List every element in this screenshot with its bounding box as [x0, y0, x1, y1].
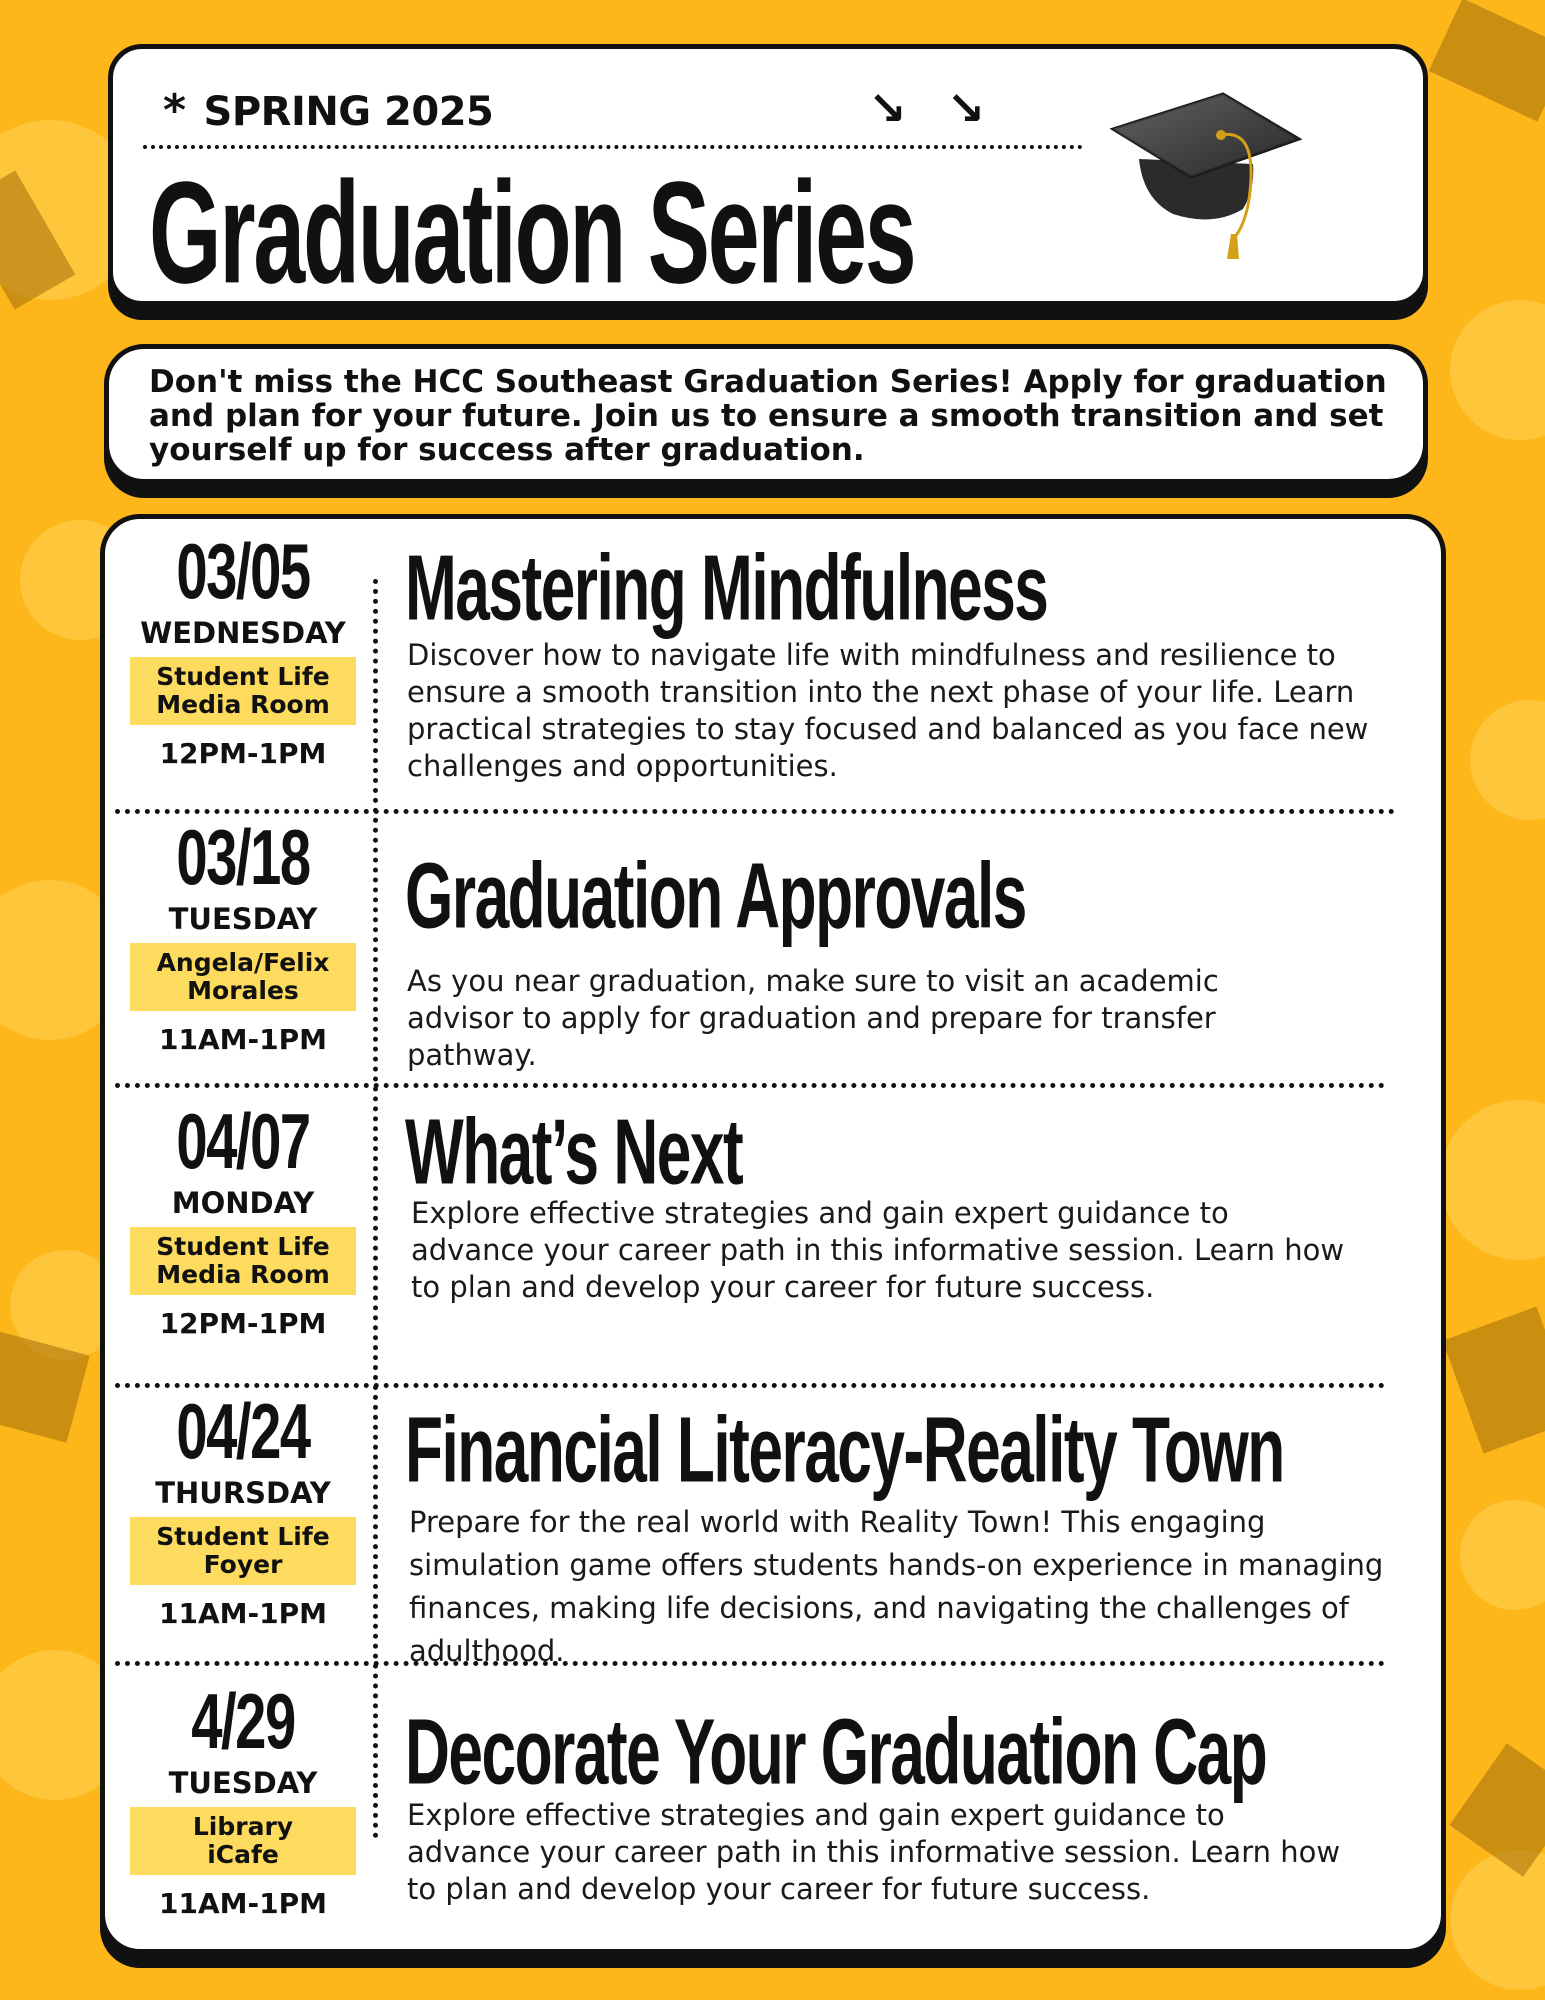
location-line-1: Angela/Felix	[156, 948, 330, 977]
location-line-2: iCafe	[207, 1840, 279, 1869]
event-date: 04/24	[176, 1387, 310, 1475]
event-schedule	[125, 815, 361, 1056]
location-line-1: Student Life	[156, 1522, 330, 1551]
location-line-1: Student Life	[156, 662, 330, 691]
event-day: THURSDAY	[155, 1476, 331, 1510]
event-location	[130, 1227, 356, 1295]
events-card	[100, 514, 1446, 1954]
event-location	[130, 657, 356, 725]
asterisk-icon: *	[163, 85, 186, 136]
arrow-down-right-icon: ↘ ↘	[868, 81, 998, 135]
event-description: As you near graduation, make sure to visit an academic advisor to apply for graduation and prepare for transfer pathway.	[407, 964, 1219, 1072]
event-date: 03/18	[176, 813, 310, 901]
event-day: WEDNESDAY	[140, 616, 346, 650]
event-time: 12PM-1PM	[159, 1307, 327, 1340]
location-line-2: Media Room	[156, 1260, 330, 1289]
location-line-2: Foyer	[203, 1550, 283, 1579]
event-day: TUESDAY	[168, 902, 318, 936]
event-description: Explore effective strategies and gain expert guidance to advance your career path in this informative session. Learn how to plan and develop your career for future success.	[407, 1798, 1341, 1906]
intro-text: Don't miss the HCC Southeast Graduation Series! Apply for graduation and plan for your future. Join us to ensure a smooth transition and set yourself up for success after graduation.	[149, 364, 1387, 468]
event-title: Decorate Your Graduation Cap	[405, 1700, 1267, 1804]
event-time: 11AM-1PM	[159, 1887, 327, 1920]
row-divider	[115, 1083, 1385, 1088]
graduation-cap-icon	[1103, 69, 1303, 269]
season-label	[163, 85, 493, 136]
event-title: Mastering Mindfulness	[405, 536, 1048, 640]
location-line-2: Media Room	[156, 690, 330, 719]
page-title: Graduation Series	[149, 151, 915, 314]
event-date: 04/07	[176, 1097, 310, 1185]
intro-card	[104, 344, 1428, 484]
event-date: 03/05	[176, 527, 310, 615]
header-card	[108, 44, 1428, 314]
event-schedule	[125, 529, 361, 770]
event-title: Graduation Approvals	[405, 844, 1026, 948]
event-date: 4/29	[191, 1677, 295, 1765]
event-title: What’s Next	[405, 1100, 743, 1204]
column-divider	[373, 579, 378, 1839]
season-text: SPRING 2025	[203, 89, 494, 135]
event-description: Discover how to navigate life with mindfulness and resilience to ensure a smooth transition into the next phase of your life. Learn practical strategies to stay focused and balanced as you face new challenges and opportunities.	[407, 638, 1369, 783]
event-location	[130, 1517, 356, 1585]
event-time: 12PM-1PM	[159, 737, 327, 770]
event-schedule	[125, 1099, 361, 1340]
event-description: Prepare for the real world with Reality Town! This engaging simulation game offers students hands-on experience in managing finances, making life decisions, and navigating the challenges of adulthood.	[409, 1505, 1384, 1668]
event-description: Explore effective strategies and gain expert guidance to advance your career path in this informative session. Learn how to plan and develop your career for future success.	[411, 1196, 1345, 1304]
event-day: MONDAY	[171, 1186, 315, 1220]
event-location	[130, 943, 356, 1011]
event-schedule	[125, 1679, 361, 1920]
location-line-1: Student Life	[156, 1232, 330, 1261]
event-time: 11AM-1PM	[159, 1597, 327, 1630]
event-day: TUESDAY	[168, 1766, 318, 1800]
location-line-1: Library	[192, 1812, 294, 1841]
event-schedule	[125, 1389, 361, 1630]
location-line-2: Morales	[187, 976, 299, 1005]
event-title: Financial Literacy-Reality Town	[405, 1398, 1284, 1502]
event-time: 11AM-1PM	[159, 1023, 327, 1056]
event-location	[130, 1807, 356, 1875]
